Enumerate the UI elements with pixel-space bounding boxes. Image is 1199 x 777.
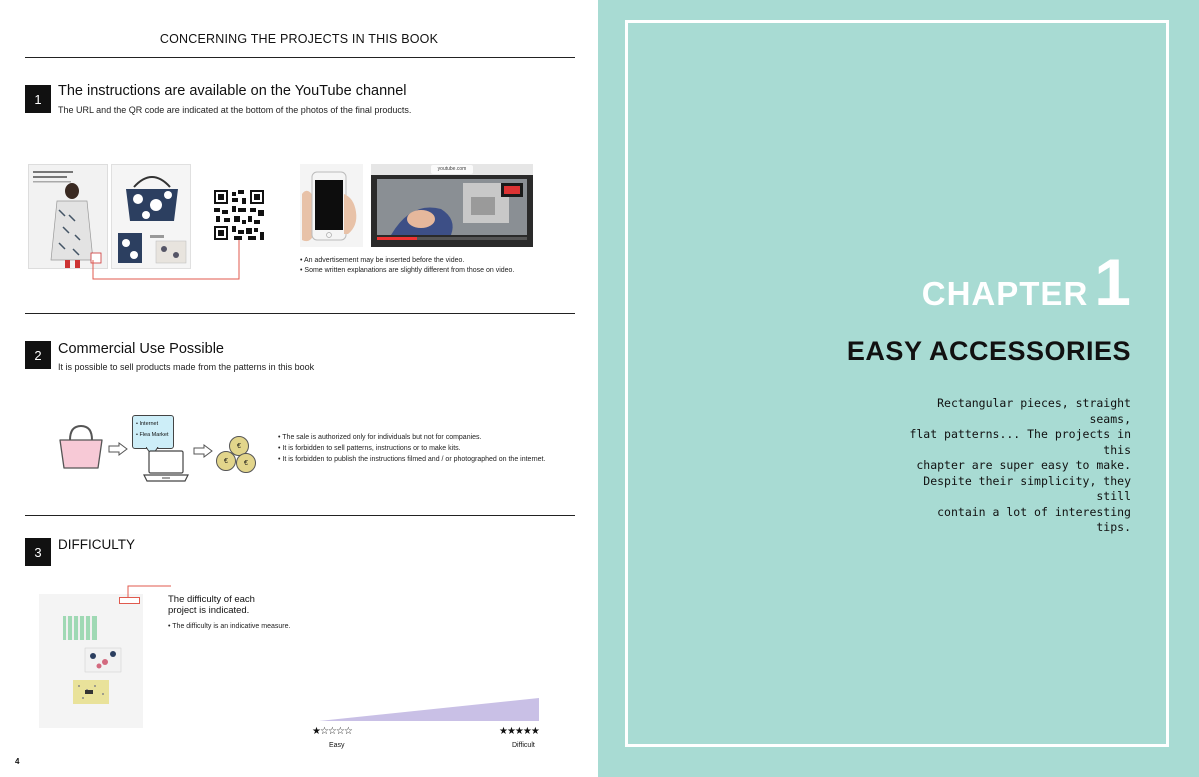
coin-icon xyxy=(216,451,236,471)
qr-code-icon xyxy=(214,190,264,240)
difficulty-callout-line xyxy=(126,584,172,600)
section-2-title: Commercial Use Possible xyxy=(58,341,224,357)
page-frame xyxy=(625,20,1169,747)
easy-stars: ★☆☆☆☆ xyxy=(312,726,352,737)
bubble-item-internet: • Internet xyxy=(136,421,159,427)
chapter-title: EASY ACCESSORIES xyxy=(846,336,1131,366)
difficult-stars: ★★★★★ xyxy=(499,726,539,737)
description-line-2: flat patterns... The projects in this xyxy=(909,427,1131,457)
bubble-item-flea-market: • Flea Market xyxy=(136,432,169,438)
description-line-3: chapter are super easy to make. xyxy=(916,458,1131,472)
section-2-note-2: • It is forbidden to sell patterns, instructions or to make kits. xyxy=(278,445,461,452)
phone-photo xyxy=(300,164,363,247)
arrow-right-icon xyxy=(108,442,128,456)
qr-connector-line xyxy=(90,238,242,282)
section-2-note-1: • The sale is authorized only for individuals but not for companies. xyxy=(278,434,482,441)
section-3-title: DIFFICULTY xyxy=(58,537,135,552)
arrow-right-icon xyxy=(193,444,213,458)
difficulty-scale-wedge xyxy=(319,698,540,722)
left-page xyxy=(0,0,598,777)
video-screenshot xyxy=(371,164,533,247)
page-header: CONCERNING THE PROJECTS IN THIS BOOK xyxy=(159,32,439,46)
handbag-icon xyxy=(56,422,106,472)
coin-symbol: € xyxy=(244,459,248,467)
coin-symbol: € xyxy=(237,442,241,450)
section-2-subtitle: It is possible to sell products made from the patterns in this book xyxy=(58,362,315,372)
sewing-video-frame xyxy=(371,175,533,247)
chapter-heading xyxy=(922,244,1131,320)
difficulty-callout-line-1: The difficulty of each xyxy=(168,594,255,605)
header-rule xyxy=(25,57,575,58)
section-2-number: 2 xyxy=(25,341,51,369)
page-number: 4 xyxy=(15,757,20,766)
section-1-note-2: • Some written explanations are slightly different from those on video. xyxy=(300,267,515,274)
description-line-1: Rectangular pieces, straight seams, xyxy=(937,396,1131,426)
section-1-number: 1 xyxy=(25,85,51,113)
chapter-number: 1 xyxy=(1094,245,1131,319)
description-line-5: contain a lot of interesting tips. xyxy=(937,504,1131,534)
section-1-subtitle: The URL and the QR code are indicated at the bottom of the photos of the final products. xyxy=(58,105,412,115)
description-line-4: Despite their simplicity, they still xyxy=(923,473,1131,503)
difficulty-note: • The difficulty is an indicative measure. xyxy=(168,623,291,630)
section-1-title: The instructions are available on the YouTube channel xyxy=(58,83,407,99)
coin-symbol: € xyxy=(224,457,228,465)
difficult-label: Difficult xyxy=(512,742,535,749)
browser-url: youtube.com xyxy=(431,165,473,174)
section-2-rule xyxy=(25,515,575,516)
section-2-note-3: • It is forbidden to publish the instructions filmed and / or photographed on the internet. xyxy=(278,456,546,463)
laptop-icon xyxy=(142,449,190,483)
project-photo xyxy=(39,594,143,728)
right-page xyxy=(598,0,1199,777)
section-3-number: 3 xyxy=(25,538,51,566)
chapter-description xyxy=(901,396,1131,536)
easy-label: Easy xyxy=(329,742,345,749)
section-1-note-1: • An advertisement may be inserted before the video. xyxy=(300,257,465,264)
difficulty-callout-line-2: project is indicated. xyxy=(168,605,250,616)
coin-icon xyxy=(236,453,256,473)
chapter-word: CHAPTER xyxy=(921,275,1089,312)
section-1-rule xyxy=(25,313,575,314)
